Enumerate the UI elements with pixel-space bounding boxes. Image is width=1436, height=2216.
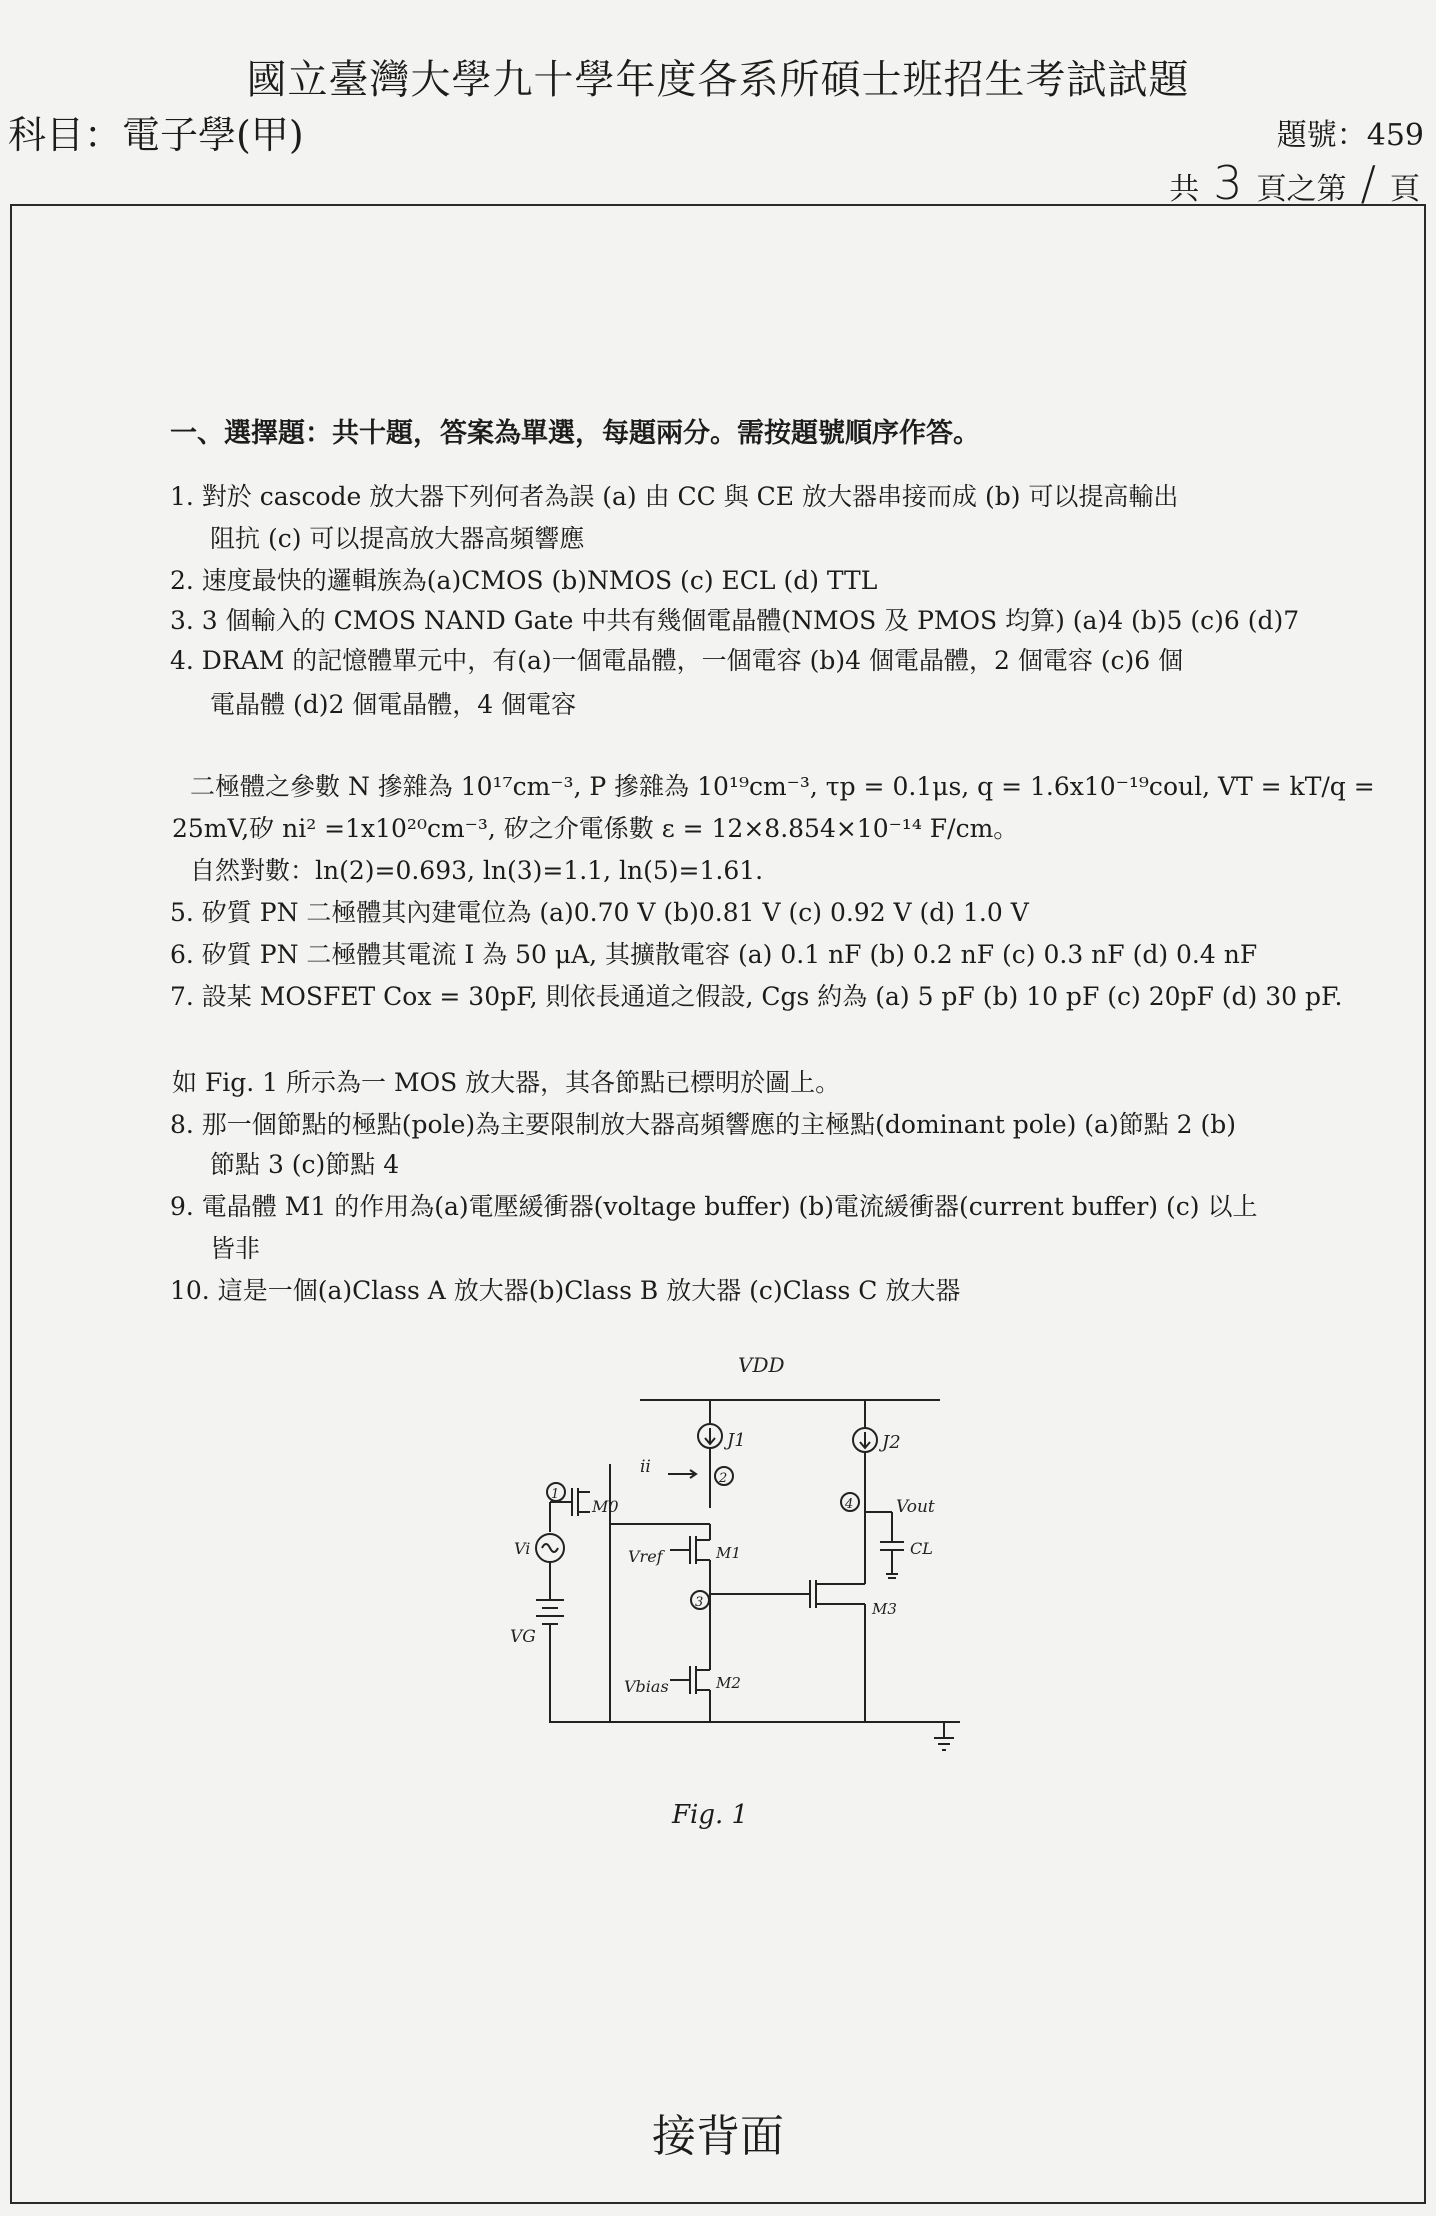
m2-label: M2 <box>716 1674 741 1692</box>
transistor-m3 <box>710 1580 865 1608</box>
question-3: 3. 3 個輸入的 CMOS NAND Gate 中共有幾個電晶體(NMOS 及 PMOS 均算) (a)4 (b)5 (c)6 (d)7 <box>170 606 1300 635</box>
m3-label: M3 <box>872 1600 897 1618</box>
footer-turn-over: 接背面 <box>652 2111 784 2162</box>
j2-arrow <box>860 1432 870 1448</box>
transistor-m2 <box>670 1622 710 1722</box>
page-current: / <box>1360 156 1376 210</box>
question-8-line-1: 8. 那一個節點的極點(pole)為主要限制放大器高頻響應的主極點(dominant pole) (a)節點 2 (b) <box>170 1110 1237 1139</box>
page-prefix: 共 <box>1169 172 1200 207</box>
question-6: 6. 矽質 PN 二極體其電流 I 為 50 μA, 其擴散電容 (a) 0.1 nF (b) 0.2 nF (c) 0.3 nF (d) 0.4 nF <box>170 940 1258 969</box>
diode-params-line-2: 25mV,矽 ni² =1x10²⁰cm⁻³, 矽之介電係數 ε = 12×8.854×10⁻¹⁴ F/cm。 <box>172 814 1019 843</box>
question-7: 7. 設某 MOSFET Cox = 30pF, 則依長通道之假設, Cgs 約為 (a) 5 pF (b) 10 pF (c) 20pF (d) 30 pF. <box>170 982 1343 1011</box>
diode-params-line-1: 二極體之參數 N 摻雜為 10¹⁷cm⁻³, P 摻雜為 10¹⁹cm⁻³, τp = 0.1μs, q = 1.6x10⁻¹⁹coul, VT = kT/q = <box>190 772 1375 801</box>
cl-label: CL <box>910 1539 933 1558</box>
question-4-line-2: 電晶體 (d)2 個電晶體，4 個電容 <box>210 690 577 719</box>
vout-label: Vout <box>896 1497 935 1517</box>
question-number: 題號：459 <box>1276 118 1424 153</box>
node1-label: 1 <box>551 1487 560 1502</box>
node4-label: 4 <box>845 1497 854 1512</box>
question-1-line-1: 1. 對於 cascode 放大器下列何者為誤 (a) 由 CC 與 CE 放大器串接而成 (b) 可以提高輸出 <box>170 482 1179 511</box>
question-4-line-1: 4. DRAM 的記憶體單元中，有(a)一個電晶體，一個電容 (b)4 個電晶體，2 個電容 (c)6 個 <box>170 646 1184 675</box>
m1-label: M1 <box>716 1544 741 1562</box>
exam-title: 國立臺灣大學九十學年度各系所碩士班招生考試試題 <box>246 57 1190 103</box>
m0-label: M0 <box>592 1497 619 1516</box>
j2-label: J2 <box>882 1432 901 1453</box>
question-10: 10. 這是一個(a)Class A 放大器(b)Class B 放大器 (c)Class C 放大器 <box>170 1276 961 1305</box>
page-mid: 頁之第 <box>1256 172 1347 207</box>
load-capacitor-cl <box>865 1512 904 1574</box>
figure-caption: Fig. 1 <box>672 1800 749 1830</box>
question-1-line-2: 阻抗 (c) 可以提高放大器高頻響應 <box>210 524 585 553</box>
question-9-line-2: 皆非 <box>210 1234 261 1263</box>
cl-ground-symbol <box>886 1574 898 1578</box>
page-info <box>1169 156 1420 210</box>
vref-label: Vref <box>628 1547 663 1566</box>
question-5: 5. 矽質 PN 二極體其內建電位為 (a)0.70 V (b)0.81 V (c) 0.92 V (d) 1.0 V <box>170 898 1029 927</box>
vdd-label: VDD <box>738 1353 785 1377</box>
node3-label: 3 <box>695 1595 704 1610</box>
question-9-line-1: 9. 電晶體 M1 的作用為(a)電壓緩衝器(voltage buffer) (b)電流緩衝器(current buffer) (c) 以上 <box>170 1192 1258 1221</box>
circuit-figure <box>510 1352 960 1772</box>
question-2: 2. 速度最快的邏輯族為(a)CMOS (b)NMOS (c) ECL (d) TTL <box>170 566 878 595</box>
vg-label: VG <box>510 1627 536 1647</box>
page-total: 3 <box>1213 156 1243 210</box>
page-suffix: 頁 <box>1390 172 1420 207</box>
vg-battery <box>536 1562 960 1722</box>
figure-intro: 如 Fig. 1 所示為一 MOS 放大器，其各節點已標明於圖上。 <box>172 1068 841 1097</box>
j1-label: J1 <box>727 1430 746 1451</box>
node2-label: 2 <box>719 1471 728 1486</box>
ii-arrow <box>668 1470 696 1478</box>
natural-log-values: 自然對數：ln(2)=0.693, ln(3)=1.1, ln(5)=1.61. <box>190 856 764 885</box>
ground-symbol <box>934 1722 954 1750</box>
ii-label: ii <box>640 1457 651 1477</box>
vbias-label: Vbias <box>624 1677 669 1696</box>
subject-label: 科目：電子學(甲) <box>8 113 304 157</box>
vi-label: Vi <box>514 1539 531 1558</box>
section-heading: 一、選擇題：共十題，答案為單選，每題兩分。需按題號順序作答。 <box>170 418 980 449</box>
question-8-line-2: 節點 3 (c)節點 4 <box>210 1150 400 1179</box>
j1-arrow <box>705 1428 715 1444</box>
vi-wave <box>542 1544 558 1552</box>
